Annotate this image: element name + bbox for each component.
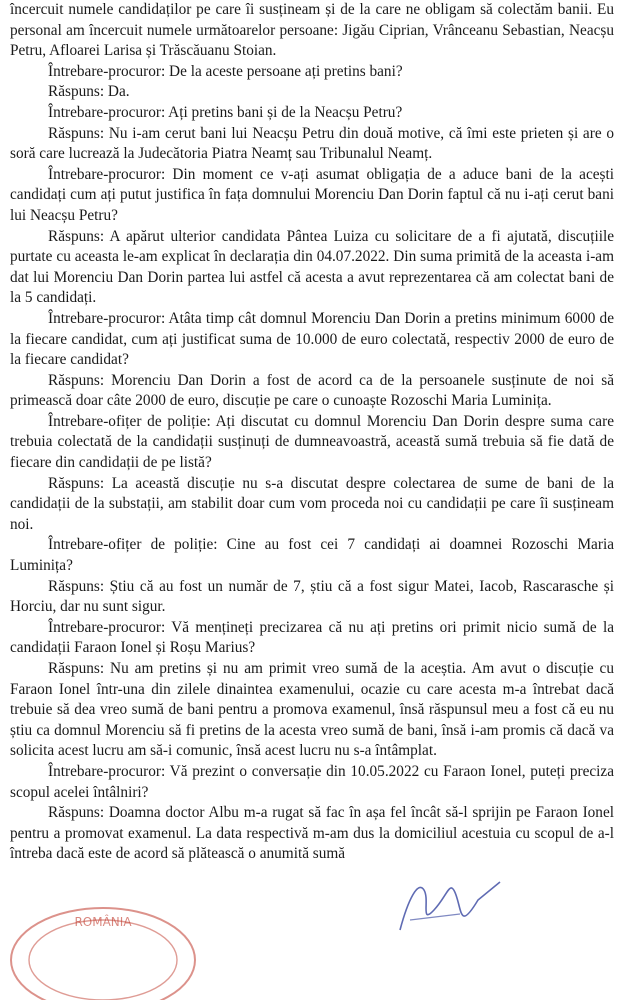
paragraph-13: Întrebare-procuror: Vă mențineți precizarea că nu ați pretins ori primit nicio sumă de la candidații Faraon Ionel și Roșu Marius? [10,618,614,657]
svg-text:ROMÂNIA: ROMÂNIA [74,915,132,929]
paragraph-14: Răspuns: Nu am pretins și nu am primit vreo sumă de la aceștia. Am avut o discuție cu Faraon Ionel într-una din zilele dinaintea examenului, ocazie cu care acesta m-a întrebat dacă trebuie să dea vreo sumă de bani pentru a promova examenul, însă răspunsul meu a fost că eu nu știu ca domnul Morenciu să fi pretins de la acesta vreo sumă de bani, însă i-am promis că dacă va solicita acest lucru am să-i comunic, însă acest lucru nu s-a întâmplat. [10,660,614,760]
paragraph-6: Răspuns: A apărut ulterior candidata Pântea Luiza cu solicitare de a fi ajutată, discuțiile purtate cu aceasta le-am explicat în declarația din 04.07.2022. Din suma primită de la aceasta i-am dat lui Morenciu Dan Dorin partea lui astfel că acesta a avut reprezentarea că am colectat bani de la 5 candidați. [10,227,614,307]
paragraph-0: încercuit numele candidaților pe care îi susțineam și de la care ne obligam să colectăm banii. Eu personal am încercuit numele următoarelor persoane: Jigău Ciprian, Vrânceanu Sebastian, Neacșu Petru, Afloarei Larisa și Trăscăuanu Stoian. [10,1,614,60]
document-page [10,0,614,865]
paragraph-15: Întrebare-procuror: Vă prezint o conversație din 10.05.2022 cu Faraon Ionel, puteți preciza scopul acelei întâlniri? [10,762,614,801]
paragraph-1: Întrebare-procuror: De la aceste persoane ați pretins bani? [48,62,403,80]
paragraph-3: Întrebare-procuror: Ați pretins bani și de la Neacșu Petru? [48,103,403,121]
paragraph-8: Răspuns: Morenciu Dan Dorin a fost de acord ca de la persoanele susținute de noi să primească doar câte 2000 de euro, discuție pe care o cunoaște Rozoschi Maria Luminița. [10,371,614,410]
paragraph-2: Răspuns: Da. [48,83,130,101]
paragraph-9: Întrebare-ofițer de poliție: Ați discutat cu domnul Morenciu Dan Dorin despre suma care trebuia colectată de la candidații susținuți de dumneavoastră, această sumă trebuia să fie dată de fiecare din candidații de pe listă? [10,412,614,472]
paragraph-11: Întrebare-ofițer de poliție: Cine au fost cei 7 candidați ai doamnei Rozoschi Maria Luminița? [10,536,614,575]
paragraph-7: Întrebare-procuror: Atâta timp cât domnul Morenciu Dan Dorin a pretins minimum 6000 de la fiecare candidat, cum ați justificat suma de 10.000 de euro colectată, respectiv 2000 de euro de la fiecare candidat? [10,309,614,369]
paragraph-16: Răspuns: Doamna doctor Albu m-a rugat să fac în așa fel încât să-l sprijin pe Faraon Ionel pentru a promovat examenul. La data respectivă m-am dus la domiciliul acestuia cu scopul de a-l întreba dacă este de acord să plătească o anumită sumă [10,804,614,863]
official-stamp [8,880,208,1000]
paragraph-12: Răspuns: Știu că au fost un număr de 7, știu că a fost sigur Matei, Iacob, Rascarasche și Horciu, dar nu sunt sigur. [10,577,614,616]
paragraph-5: Întrebare-procuror: Din moment ce v-ați asumat obligația de a aduce bani de la acești candidați cum ați putut justifica în fața domnului Morenciu Dan Dorin faptul că nu i-ați cerut bani lui Neacșu Petru? [10,165,614,224]
paragraph-4: Răspuns: Nu i-am cerut bani lui Neacșu Petru din două motive, că îmi este prieten și are o soră care lucrează la Judecătoria Piatra Neamț sau Tribunalul Neamț. [10,124,614,163]
handwritten-signature [390,870,510,940]
paragraph-10: Răspuns: La această discuție nu s-a discutat despre colectarea de sume de bani de la candidații de la substații, am stabilit doar cum vom proceda noi cu candidații pe care îi susțineam noi. [10,474,614,533]
